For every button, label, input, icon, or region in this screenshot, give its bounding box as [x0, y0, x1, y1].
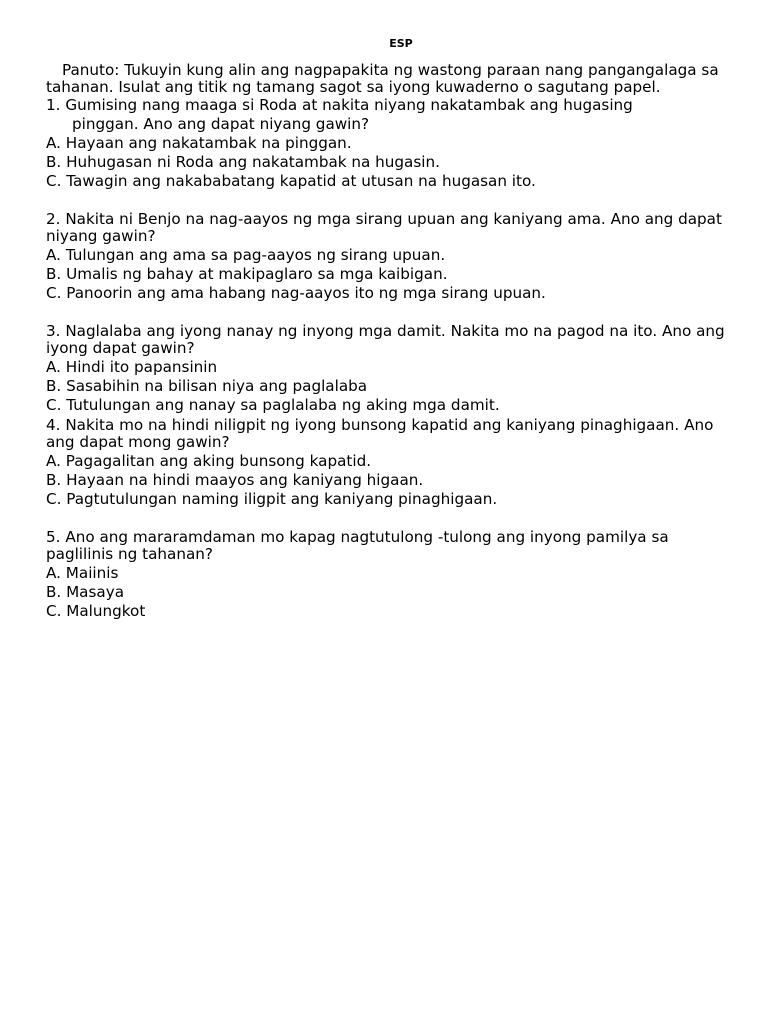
worksheet-page [46, 34, 736, 621]
question-5-choice-b: B. Masaya [46, 583, 124, 601]
question-2-choice-c: C. Panoorin ang ama habang nag-aayos ito ng mga sirang upuan. [46, 284, 546, 302]
question-4-choice-c: C. Pagtutulungan naming iligpit ang kaniyang pinaghigaan. [46, 490, 498, 508]
question-1-stem: 1. Gumising nang maaga si Roda at nakita niyang nakatambak ang hugasing [46, 96, 633, 114]
question-5-stem: 5. Ano ang mararamdaman mo kapag nagtutulong -tulong ang inyong pamilya sa paglilinis ng tahanan? [46, 528, 669, 563]
question-3-choice-a: A. Hindi ito papansinin [46, 358, 218, 376]
question-1-choice-b: B. Huhugasan ni Roda ang nakatambak na hugasin. [46, 153, 440, 171]
question-5-choice-c: C. Malungkot [46, 602, 146, 620]
question-4-stem: 4. Nakita mo na hindi niligpit ng iyong bunsong kapatid ang kaniyang pinaghigaan. Ano ang dapat mong gawin? [46, 416, 714, 451]
question-3 [46, 323, 736, 415]
question-2-choice-b: B. Umalis ng bahay at makipaglaro sa mga kaibigan. [46, 265, 448, 283]
question-1-choice-a: A. Hayaan ang nakatambak na pinggan. [46, 134, 352, 152]
question-3-choice-c: C. Tutulungan ang nanay sa paglalaba ng aking mga damit. [46, 396, 500, 414]
spacer [46, 191, 736, 209]
question-5-choice-a: A. Maiinis [46, 564, 119, 582]
question-1 [46, 97, 736, 191]
question-3-choice-b: B. Sasabihin na bilisan niya ang paglalaba [46, 377, 368, 395]
question-3-stem: 3. Naglalaba ang iyong nanay ng inyong mga damit. Nakita mo na pagod na ito. Ano ang iyong dapat gawin? [46, 322, 725, 357]
instructions-text: Panuto: Tukuyin kung alin ang nagpapakita ng wastong paraan nang pangangalaga sa tahanan. Isulat ang titik ng tamang sagot sa iyong kuwaderno o sagutang papel. [46, 61, 719, 96]
question-5 [46, 529, 736, 621]
spacer [46, 303, 736, 321]
question-1-stem-continuation: pinggan. Ano ang dapat niyang gawin? [72, 114, 370, 133]
question-4-choice-a: A. Pagagalitan ang aking bunsong kapatid. [46, 452, 372, 470]
spacer [46, 509, 736, 527]
question-2 [46, 211, 736, 303]
question-4-choice-b: B. Hayaan na hindi maayos ang kaniyang higaan. [46, 471, 424, 489]
question-1-choice-c: C. Tawagin ang nakababatang kapatid at utusan na hugasan ito. [46, 172, 536, 190]
question-2-stem: 2. Nakita ni Benjo na nag-aayos ng mga sirang upuan ang kaniyang ama. Ano ang dapat niyang gawin? [46, 210, 722, 245]
subject-title: ESP [389, 37, 413, 50]
question-2-choice-a: A. Tulungan ang ama sa pag-aayos ng sirang upuan. [46, 246, 446, 264]
question-4 [46, 417, 736, 509]
